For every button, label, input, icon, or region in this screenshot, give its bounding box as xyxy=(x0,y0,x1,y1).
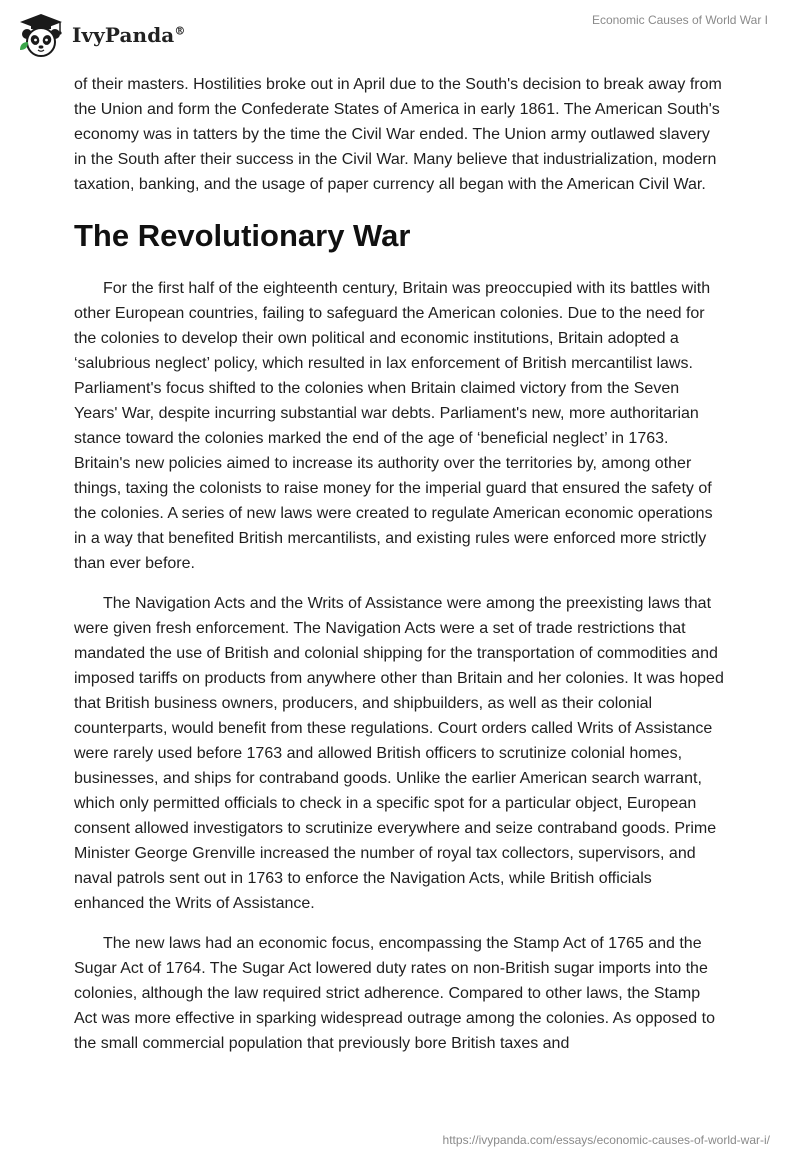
section-heading: The Revolutionary War xyxy=(74,218,411,253)
essay-content xyxy=(74,72,726,1071)
body-paragraph: The Navigation Acts and the Writs of Assistance were among the preexisting laws that were given fresh enforcement. The Navigation Acts were a set of trade restrictions that mandated the use of British and colonial shipping for the transportation of commodities and imposed tariffs on products from anywhere other than Britain and her colonies. It was hoped that British business owners, producers, and shipbuilders, as well as their colonial counterparts, would benefit from these regulations. Court orders called Writs of Assistance were rarely used before 1763 and allowed British officers to scrutinize colonial homes, businesses, and ships for contraband goods. Unlike the earlier American search warrant, which only permitted officials to check in a specific spot for a particular object, European consent allowed investigators to scrutinize everywhere and seize contraband goods. Prime Minister George Grenville increased the number of royal tax collectors, supervisors, and naval patrols sent out in 1763 to enforce the Navigation Acts, while British officials enhanced the Writs of Assistance. xyxy=(74,595,724,912)
panda-graduate-icon xyxy=(16,10,66,60)
intro-paragraph: of their masters. Hostilities broke out in April due to the South's decision to break away from the Union and form the Confederate States of America in early 1861. The American South's economy was in tatters by the time the Civil War ended. The Union army outlawed slavery in the South after their success in the Civil War. Many believe that industrialization, modern taxation, banking, and the usage of paper currency all began with the American Civil War. xyxy=(74,76,722,193)
ivypanda-logo[interactable] xyxy=(16,10,185,60)
document-title: Economic Causes of World War I xyxy=(591,13,768,27)
page-header xyxy=(0,0,800,70)
body-paragraph: The new laws had an economic focus, encompassing the Stamp Act of 1765 and the Sugar Act of 1764. The Sugar Act lowered duty rates on non-British sugar imports into the colonies, although the law required strict adherence. Compared to other laws, the Stamp Act was more effective in sparking widespread outrage among the colonies. As opposed to the small commercial population that previously bore British taxes and xyxy=(74,935,715,1052)
body-paragraph: For the first half of the eighteenth century, Britain was preoccupied with its battles with other European countries, failing to safeguard the American colonies. Due to the need for the colonies to develop their own political and economic institutions, Britain adopted a ‘salubrious neglect’ policy, which resulted in lax enforcement of British mercantilist laws. Parliament's focus shifted to the colonies when Britain claimed victory from the Seven Years' War, despite incurring substantial war debts. Parliament's new, more authoritarian stance toward the colonies marked the end of the age of ‘beneficial neglect’ in 1763. Britain's new policies aimed to increase its authority over the territories by, among other things, taxing the colonists to raise money for the imperial guard that ensured the safety of the colonies. A series of new laws were created to regulate American economic operations in a way that benefited British mercantilists, and existing rules were enforced more strictly than ever before. xyxy=(74,280,713,572)
brand-name: IvyPanda® xyxy=(72,23,186,47)
source-url[interactable]: https://ivypanda.com/essays/economic-causes-of-world-war-i/ xyxy=(442,1133,770,1147)
